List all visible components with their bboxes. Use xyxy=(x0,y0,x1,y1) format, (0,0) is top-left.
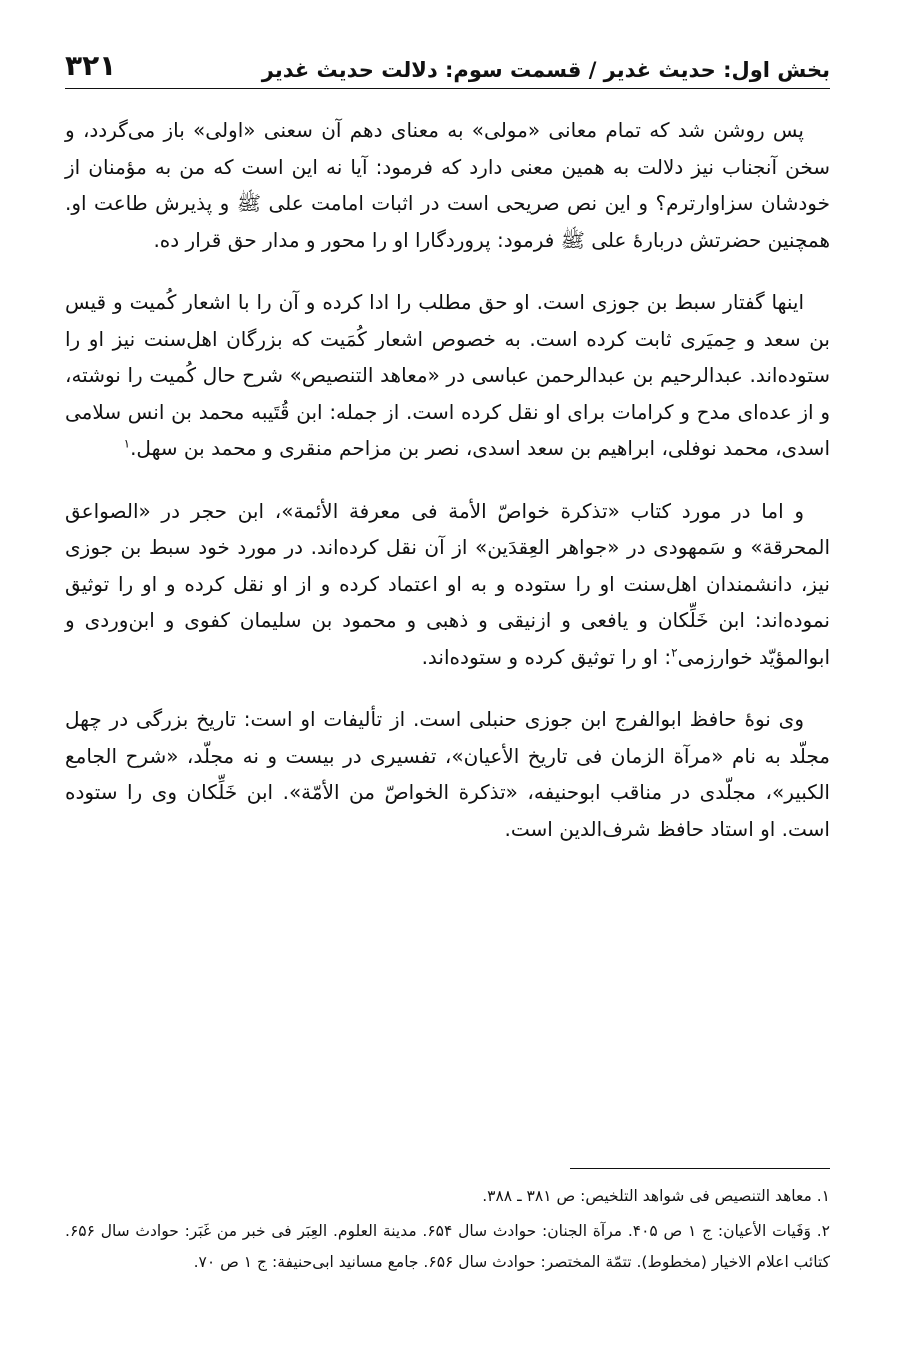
page-number: ۳۲۱ xyxy=(65,49,117,82)
book-page xyxy=(65,0,830,1366)
page-header xyxy=(65,36,830,89)
footnote-divider xyxy=(570,1168,830,1169)
paragraph-1-text: پس روشن شد که تمام معانی «مولی» به معنای دهم آن سعنی «اولی» باز می‌گردد، و سخن آنجناب نیز دلالت به همین معنی دارد که فرمود: آیا نه این است که من به مؤمنان از خودشان سزاوارترم؟ و این نص صریحی است در اثبات امامت علی ﷺ و پذیرش طاعت او. همچنین حضرتش دربارهٔ علی ﷺ فرمود: پروردگارا او را محور و مدار حق قرار ده. xyxy=(65,118,830,252)
footnote-1: ۱. معاهد التنصیص فی شواهد التلخیص: ص ۳۸۱ ـ ۳۸۸. xyxy=(482,1187,830,1205)
paragraph-2 xyxy=(65,284,830,467)
footnote-2: ۲. وَفَیات الأعیان: ج ۱ ص ۴۰۵. مرآة الجنان: حوادث سال ۶۵۴. مدینة العلوم. العِبَر فی خبر من غَبَر: حوادث سال ۶۵۶. کتائب اعلام الاخیار (مخطوط). تتمّة المختصر: حوادث سال ۶۵۶. جامع مسانید ابی‌حنیفة: ج ۱ ص ۷۰. xyxy=(65,1222,830,1271)
paragraph-4 xyxy=(65,701,830,847)
main-text xyxy=(65,112,830,873)
running-title: بخش اول: حدیث غدیر / قسمت سوم: دلالت حدیث غدیر xyxy=(261,58,830,82)
paragraph-3-tail: : او را توثیق کرده و ستوده‌اند. xyxy=(421,644,672,669)
paragraph-3 xyxy=(65,493,830,676)
paragraph-3-text: و اما در مورد کتاب «تذکرة خواصّ الأمة فی معرفة الأئمة»، ابن حجر در «الصواعق المحرقة» و سَمهودی در «جواهر العِقدَین» از آن نقل کرده‌اند. در مورد خود سبط بن جوزی نیز، دانشمندان اهل‌سنت او را ستوده و به او اعتماد کرده و از او نقل کرده و او را توثیق نموده‌اند: ابن خَلِّکان و یافعی و ازنیقی و ذهبی و محمود بن سلیمان کفوی و ابن‌وردی و ابوالمؤیّد خوارزمی xyxy=(65,498,830,669)
footnote-ref-1: ۱ xyxy=(123,436,131,451)
footnotes xyxy=(65,1168,830,1282)
footnote-ref-2: ۲ xyxy=(671,644,678,659)
paragraph-2-text: اینها گفتار سبط بن جوزی است. او حق مطلب را ادا کرده و آن را با اشعار کُمیت و قیس بن سعد و حِمیَری ثابت کرده است. به خصوص اشعار کُمَیت که بزرگان اهل‌سنت نیز او را ستوده‌اند. عبدالرحیم بن عبدالرحمن عباسی در «معاهد التنصیص» شرح حال کُمیت را نوشته، و از عده‌ای مدح و کرامات برای او نقل کرده است. از جمله: ابن قُتَیبه محمد بن انس سلامی اسدی، محمد نوفلی، ابراهیم بن سعد اسدی، نصر بن مزاحم منقری و محمد بن سهل. xyxy=(65,290,830,460)
paragraph-4-text: وی نوهٔ حافظ ابوالفرج ابن جوزی حنبلی است. از تألیفات او است: تاریخ بزرگی در چهل مجلّد به نام «مرآة الزمان فی تاریخ الأعیان»، تفسیری در بیست و نه مجلّد، «شرح الجامع الکبیر»، مجلّدی در مناقب ابوحنیفه، «تذکرة الخواصّ من الأمّة». ابن خَلِّکان وی را ستوده است. او استاد حافظ شرف‌الدین است. xyxy=(65,707,830,841)
paragraph-1 xyxy=(65,112,830,258)
